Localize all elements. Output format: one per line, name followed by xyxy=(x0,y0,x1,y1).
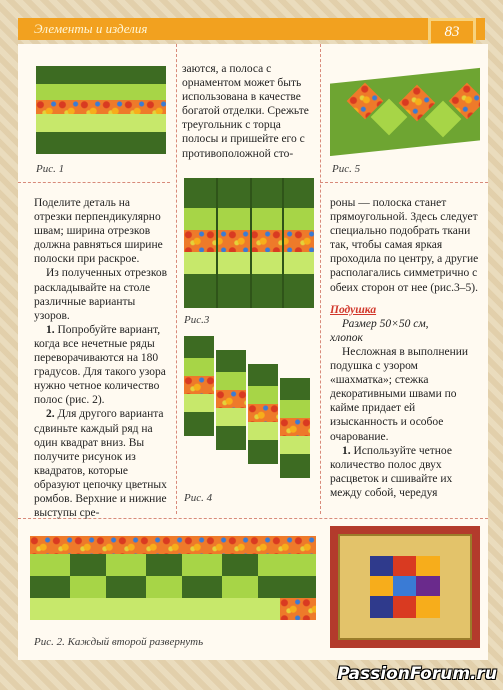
right-column-text xyxy=(330,196,480,500)
fig5-caption: Рис. 5 xyxy=(332,163,361,175)
paragraph: 1. Используйте четное количество полос двух расцветок и сшивайте их между собой, чередуя xyxy=(330,444,453,499)
paragraph: Из полученных отрезков раскладывайте на столе различные варианты узоров. xyxy=(34,267,167,322)
fig3-image xyxy=(184,178,314,308)
page-number: 83 xyxy=(444,24,460,40)
fig5-image xyxy=(330,66,480,156)
fig4-image xyxy=(184,336,314,484)
cushion-heading: Подушка xyxy=(330,303,377,316)
fig2-caption: Рис. 2. Каждый второй развернуть xyxy=(34,636,204,648)
section-title: Элементы и изделия xyxy=(34,21,148,36)
divider xyxy=(320,182,488,183)
paragraph: Несложная в выполнении подушка с узором «шахматка»; стежка декоративными швами по кайме придает ей изысканность и особое очарование. xyxy=(330,345,469,443)
paragraph: 2. Для другого варианта сдвиньте каждый ряд на один квадрат вниз. Вы получите рисунок из квадратов, которые образуют цепочку цветных ромбов. Верхние и нижние выступы сре- xyxy=(34,408,167,520)
paragraph: заются, а полоса с орнаментом может быть использована в качестве богатой отделки. Срежьте треугольник с торца полосы и пришейте его с противоположной сто- xyxy=(182,63,309,160)
cushion-material: хлопок xyxy=(330,331,363,344)
watermark-text: PassionForum.ru xyxy=(337,664,497,684)
page-number-box xyxy=(428,18,476,46)
pillow-photo xyxy=(330,526,480,648)
cushion-size: Размер 50×50 см, xyxy=(342,317,429,330)
top-middle-text xyxy=(182,62,314,161)
fig1-caption: Рис. 1 xyxy=(36,163,65,175)
left-column-text xyxy=(34,196,170,520)
paragraph: роны — полоска станет прямоугольной. Здесь следует специально подобрать ткани так, чтобы самая яркая проходила по центру, а другие располагались симметрично с обеих сторон от нее (рис.3–5). xyxy=(330,197,479,294)
fig4-caption: Рис. 4 xyxy=(184,492,213,504)
divider xyxy=(176,44,177,514)
paragraph: 1. Попробуйте вариант, когда все нечетные ряды переворачиваются на 180 градусов. Для такого узора нужно четное количество полос (рис. 2). xyxy=(34,323,166,407)
fig1-image xyxy=(36,66,166,154)
fig2-image xyxy=(30,530,316,620)
divider xyxy=(18,182,170,183)
divider xyxy=(320,44,321,514)
paragraph: Поделите деталь на отрезки перпендикулярно швам; ширина отрезков должна равняться ширине полоски при раскрое. xyxy=(34,197,163,266)
fig3-caption: Рис.3 xyxy=(184,314,210,326)
